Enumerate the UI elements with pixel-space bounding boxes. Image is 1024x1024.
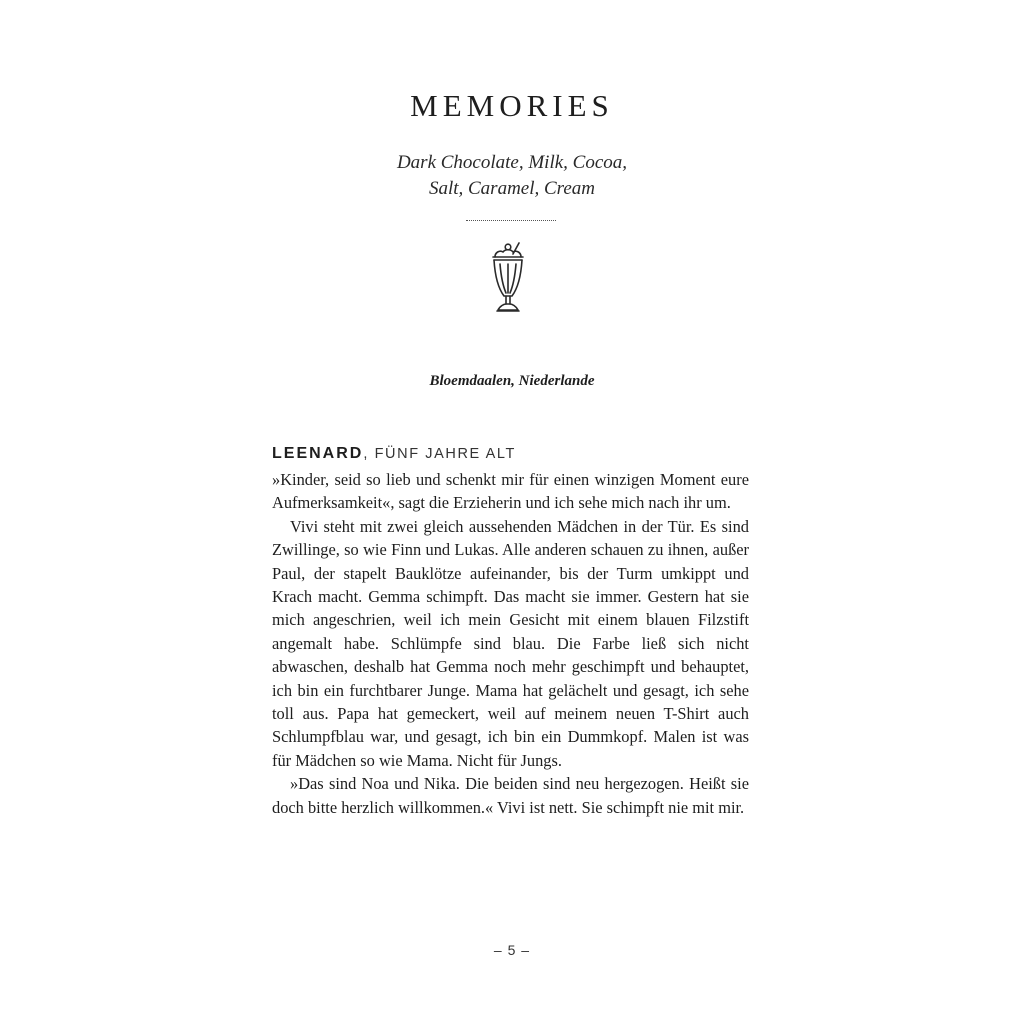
subtitle-line-2: Salt, Caramel, Cream: [428, 178, 596, 199]
chapter-location: Bloemdaalen, Niederlande: [429, 373, 595, 389]
chapter-body: [272, 442, 749, 819]
narrator-age: , FÜNF JAHRE ALT: [363, 446, 516, 462]
paragraph: Vivi steht mit zwei gleich aussehenden Mädchen in der Tür. Es sind Zwillinge, so wie Finn und Lukas. Alle anderen schauen zu ihnen, außer Paul, der stapelt Bauklötze aufeinander, bis der Turm umkippt und Krach macht. Gemma schimpft. Das macht sie immer. Gestern hat sie mich angeschrien, weil ich mein Gesicht mit einem blauen Filzstift angemalt habe. Schlümpfe sind blau. Die Farbe ließ sich nicht abwaschen, deshalb hat Gemma noch mehr geschimpft und behauptet, ich bin ein furchtbarer Junge. Mama hat gelächelt und gesagt, ich sehe toll aus. Papa hat gemeckert, weil auf meinem neuen T-Shirt auch Schlumpfblau war, und gesagt, ich bin ein Dummkopf. Malen ist was für Mädchen so wie Mama. Nicht für Jungs.: [272, 516, 749, 770]
milkshake-glass-icon: [486, 240, 530, 316]
paragraph: »Das sind Noa und Nika. Die beiden sind neu hergezogen. Heißt sie doch bitte herzlich willkommen.« Vivi ist nett. Sie schimpft nie mit mir.: [272, 774, 749, 817]
chapter-title: MEMORIES: [410, 88, 614, 123]
narrator-heading: [272, 442, 749, 466]
page-number: – 5 –: [493, 942, 531, 958]
narrator-name: LEENARD: [272, 445, 364, 462]
subtitle-line-1: Dark Chocolate, Milk, Cocoa,: [396, 152, 628, 173]
paragraph: »Kinder, seid so lieb und schenkt mir für einen winzigen Moment eure Aufmerksamkeit«, sagt die Erzieherin und ich sehe mich nach ihr um.: [272, 470, 749, 513]
chapter-subtitle: [0, 150, 1024, 202]
dotted-divider: [466, 220, 556, 221]
